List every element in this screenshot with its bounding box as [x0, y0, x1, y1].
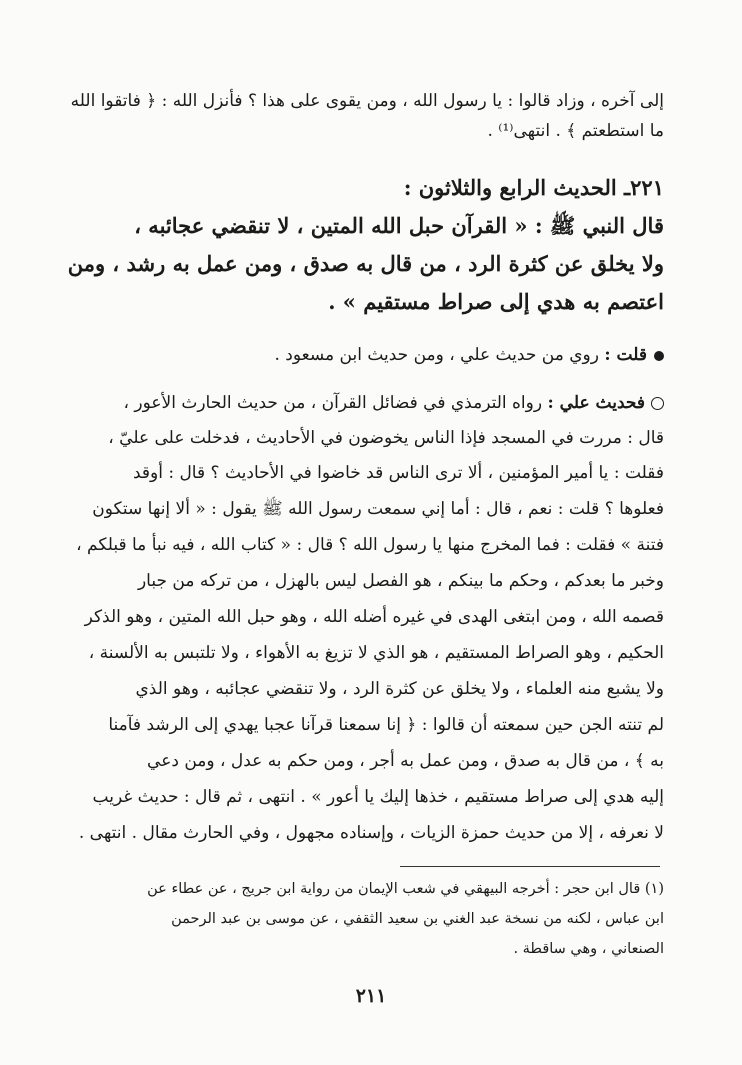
filled-bullet-icon — [654, 351, 664, 361]
ali-line: قال : مررت في المسجد فإذا الناس يخوضون في الأحاديث ، فدخلت على عليّ ، — [108, 428, 664, 448]
footnote-line — [147, 876, 664, 902]
ali-line: قصمه الله ، ومن ابتغى الهدى في غيره أضله الله ، وهو حبل الله المتين ، وهو الذكر — [84, 607, 664, 627]
hadith-heading: ٢٢١ـ الحديث الرابع والثلاثون : — [403, 175, 664, 200]
page-number: ٢١١ — [355, 985, 387, 1007]
footnote-text: قال ابن حجر : أخرجه البيهقي في شعب الإيمان من رواية ابن جريج ، عن عطاء عن — [147, 881, 641, 897]
hadith-text-line: اعتصم به هدي إلى صراط مستقيم » . — [328, 289, 664, 314]
ali-label: فحديث علي : — [547, 393, 645, 413]
ali-line: فعلوها ؟ قلت : نعم ، قال : أما إني سمعت رسول الله ﷺ يقول : « ألا إنها ستكون — [92, 499, 664, 519]
ali-line: وخبر ما بعدكم ، وحكم ما بينكم ، هو الفصل ليس بالهزل ، من تركه من جبار — [137, 571, 664, 591]
footnote-marker: (١) — [644, 881, 664, 897]
hollow-bullet-icon — [651, 397, 664, 410]
ali-line: لا نعرفه ، إلا من حديث حمزة الزيات ، وإسناده مجهول ، وفي الحارث مقال . انتهى . — [78, 823, 664, 843]
hadith-text-line: ولا يخلق عن كثرة الرد ، من قال به صدق ، ومن عمل به رشد ، ومن — [67, 251, 664, 276]
ali-line: به ﴾ ، من قال به صدق ، ومن عمل به أجر ، ومن حكم به عدل ، ومن دعي — [147, 751, 664, 771]
ali-line: فقلت : يا أمير المؤمنين ، ألا ترى الناس قد خاضوا في الأحاديث ؟ قال : أوقد — [132, 463, 664, 483]
ali-line: فتنة » فقلت : فما المخرج منها يا رسول الله ؟ قال : « كتاب الله ، فيه نبأ ما قبلكم ، — [76, 535, 664, 555]
footnote-line: ابن عباس ، لكنه من نسخة عبد الغني بن سعيد الثقفي ، عن موسى بن عبد الرحمن — [171, 911, 664, 927]
ali-line: ولا يشبع منه العلماء ، ولا يخلق عن كثرة الرد ، ولا تنقضي عجائبه ، وهو الذي — [135, 679, 664, 699]
note-line — [275, 340, 665, 370]
footnote-separator — [400, 866, 660, 867]
ali-line: إليه هدي إلى صراط مستقيم ، خذها إليك يا أعور » . انتهى ، ثم قال : حديث غريب — [92, 787, 664, 807]
footnote-line: الصنعاني ، وهي ساقطة . — [513, 941, 664, 957]
ali-first-text: رواه الترمذي في فضائل القرآن ، من حديث الحارث الأعور ، — [123, 393, 543, 413]
ali-line: الحكيم ، وهو الصراط المستقيم ، هو الذي لا تزيغ به الأهواء ، ولا تلتبس به الألسنة ، — [88, 643, 664, 663]
ali-line: لم تنته الجن حين سمعته أن قالوا : ﴿ إنا سمعنا قرآنا عجبا يهدي إلى الرشد فآمنا — [108, 715, 664, 735]
hadith-text-line: قال النبي ﷺ : « القرآن حبل الله المتين ، لا تنقضي عجائبه ، — [134, 213, 664, 238]
note-text: روي من حديث علي ، ومن حديث ابن مسعود . — [274, 345, 599, 365]
ali-line-first — [124, 388, 665, 418]
intro-line-2: ما استطعتم ﴾ . انتهى⁽¹⁾ . — [487, 121, 664, 141]
intro-line-1: إلى آخره ، وزاد قالوا : يا رسول الله ، ومن يقوى على هذا ؟ فأنزل الله : ﴿ فاتقوا الله — [70, 91, 664, 111]
note-label: قلت : — [604, 345, 647, 365]
